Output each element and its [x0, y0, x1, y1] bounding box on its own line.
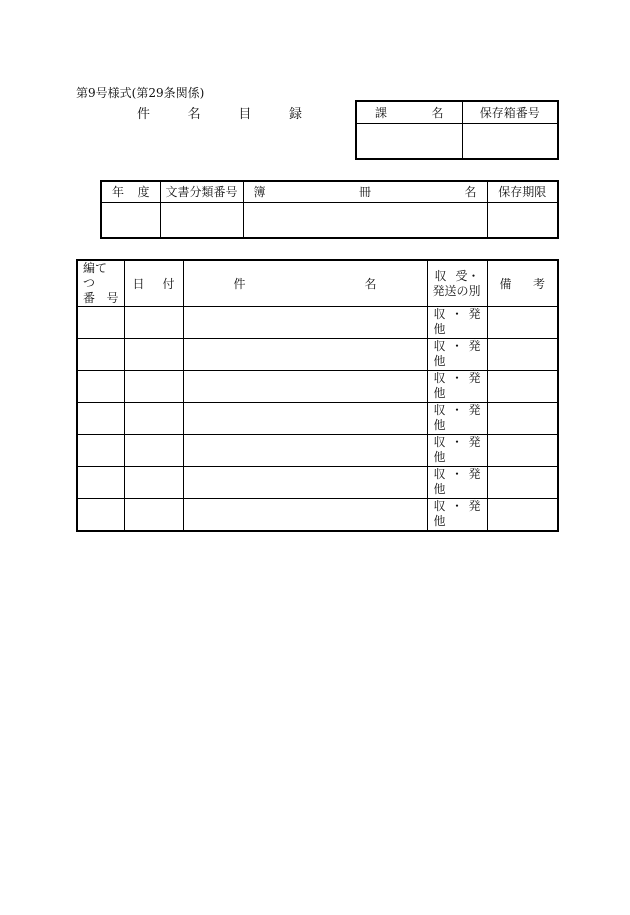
register-info-table — [100, 180, 559, 239]
remarks-cell[interactable] — [487, 499, 558, 531]
subject-cell[interactable] — [183, 467, 427, 499]
title-char: 件 — [137, 107, 151, 122]
remarks-cell[interactable] — [487, 403, 558, 435]
table-row — [77, 467, 558, 499]
subject-cell[interactable] — [183, 307, 427, 339]
register-name-cell[interactable] — [243, 202, 487, 238]
binding-number-cell[interactable] — [77, 403, 124, 435]
header-retention-period: 保存期限 — [487, 181, 558, 202]
receipt-dispatch-cell[interactable]: 収 ・ 発 他 — [427, 403, 487, 435]
date-cell[interactable] — [124, 307, 183, 339]
subject-cell[interactable] — [183, 339, 427, 371]
binding-number-cell[interactable] — [77, 499, 124, 531]
receipt-dispatch-cell[interactable]: 収 ・ 発 他 — [427, 435, 487, 467]
table-row — [77, 435, 558, 467]
table-row — [77, 307, 558, 339]
header-receipt-dispatch: 収 受・ 発送の別 — [427, 260, 487, 307]
binding-number-cell[interactable] — [77, 435, 124, 467]
header-classification-number: 文書分類番号 — [160, 181, 243, 202]
date-cell[interactable] — [124, 371, 183, 403]
form-number: 第9号様式(第29条関係) — [76, 86, 205, 100]
table-row — [77, 339, 558, 371]
receipt-dispatch-cell[interactable]: 収 ・ 発 他 — [427, 307, 487, 339]
header-section-name: 課 名 — [356, 101, 462, 123]
section-box-table — [355, 100, 559, 160]
date-cell[interactable] — [124, 467, 183, 499]
binding-number-cell[interactable] — [77, 307, 124, 339]
receipt-dispatch-cell[interactable]: 収 ・ 発 他 — [427, 371, 487, 403]
binding-number-cell[interactable] — [77, 467, 124, 499]
header-box-number: 保存箱番号 — [462, 101, 558, 123]
table-row — [77, 371, 558, 403]
subject-cell[interactable] — [183, 499, 427, 531]
header-subject: 件 名 — [183, 260, 427, 307]
date-cell[interactable] — [124, 339, 183, 371]
box-number-cell[interactable] — [462, 123, 558, 159]
subject-cell[interactable] — [183, 403, 427, 435]
header-year: 年 度 — [101, 181, 160, 202]
section-name-cell[interactable] — [356, 123, 462, 159]
remarks-cell[interactable] — [487, 339, 558, 371]
year-cell[interactable] — [101, 202, 160, 238]
binding-number-cell[interactable] — [77, 339, 124, 371]
receipt-dispatch-cell[interactable]: 収 ・ 発 他 — [427, 499, 487, 531]
date-cell[interactable] — [124, 403, 183, 435]
remarks-cell[interactable] — [487, 467, 558, 499]
title-char: 録 — [288, 107, 302, 122]
header-date: 日 付 — [124, 260, 183, 307]
subject-cell[interactable] — [183, 371, 427, 403]
table-row — [77, 499, 558, 531]
date-cell[interactable] — [124, 499, 183, 531]
remarks-cell[interactable] — [487, 435, 558, 467]
retention-cell[interactable] — [487, 202, 558, 238]
classification-cell[interactable] — [160, 202, 243, 238]
title-char: 名 — [187, 107, 201, 122]
header-register-name: 簿 冊 名 — [243, 181, 487, 202]
remarks-cell[interactable] — [487, 371, 558, 403]
date-cell[interactable] — [124, 435, 183, 467]
document-register-table — [76, 259, 559, 532]
header-remarks: 備 考 — [487, 260, 558, 307]
receipt-dispatch-cell[interactable]: 収 ・ 発 他 — [427, 339, 487, 371]
document-title — [137, 103, 302, 122]
header-row — [77, 260, 558, 307]
title-char: 目 — [238, 107, 252, 122]
subject-cell[interactable] — [183, 435, 427, 467]
binding-number-cell[interactable] — [77, 371, 124, 403]
receipt-dispatch-cell[interactable]: 収 ・ 発 他 — [427, 467, 487, 499]
header-binding-number: 編てつ 番 号 — [77, 260, 124, 307]
table-row — [77, 403, 558, 435]
remarks-cell[interactable] — [487, 307, 558, 339]
